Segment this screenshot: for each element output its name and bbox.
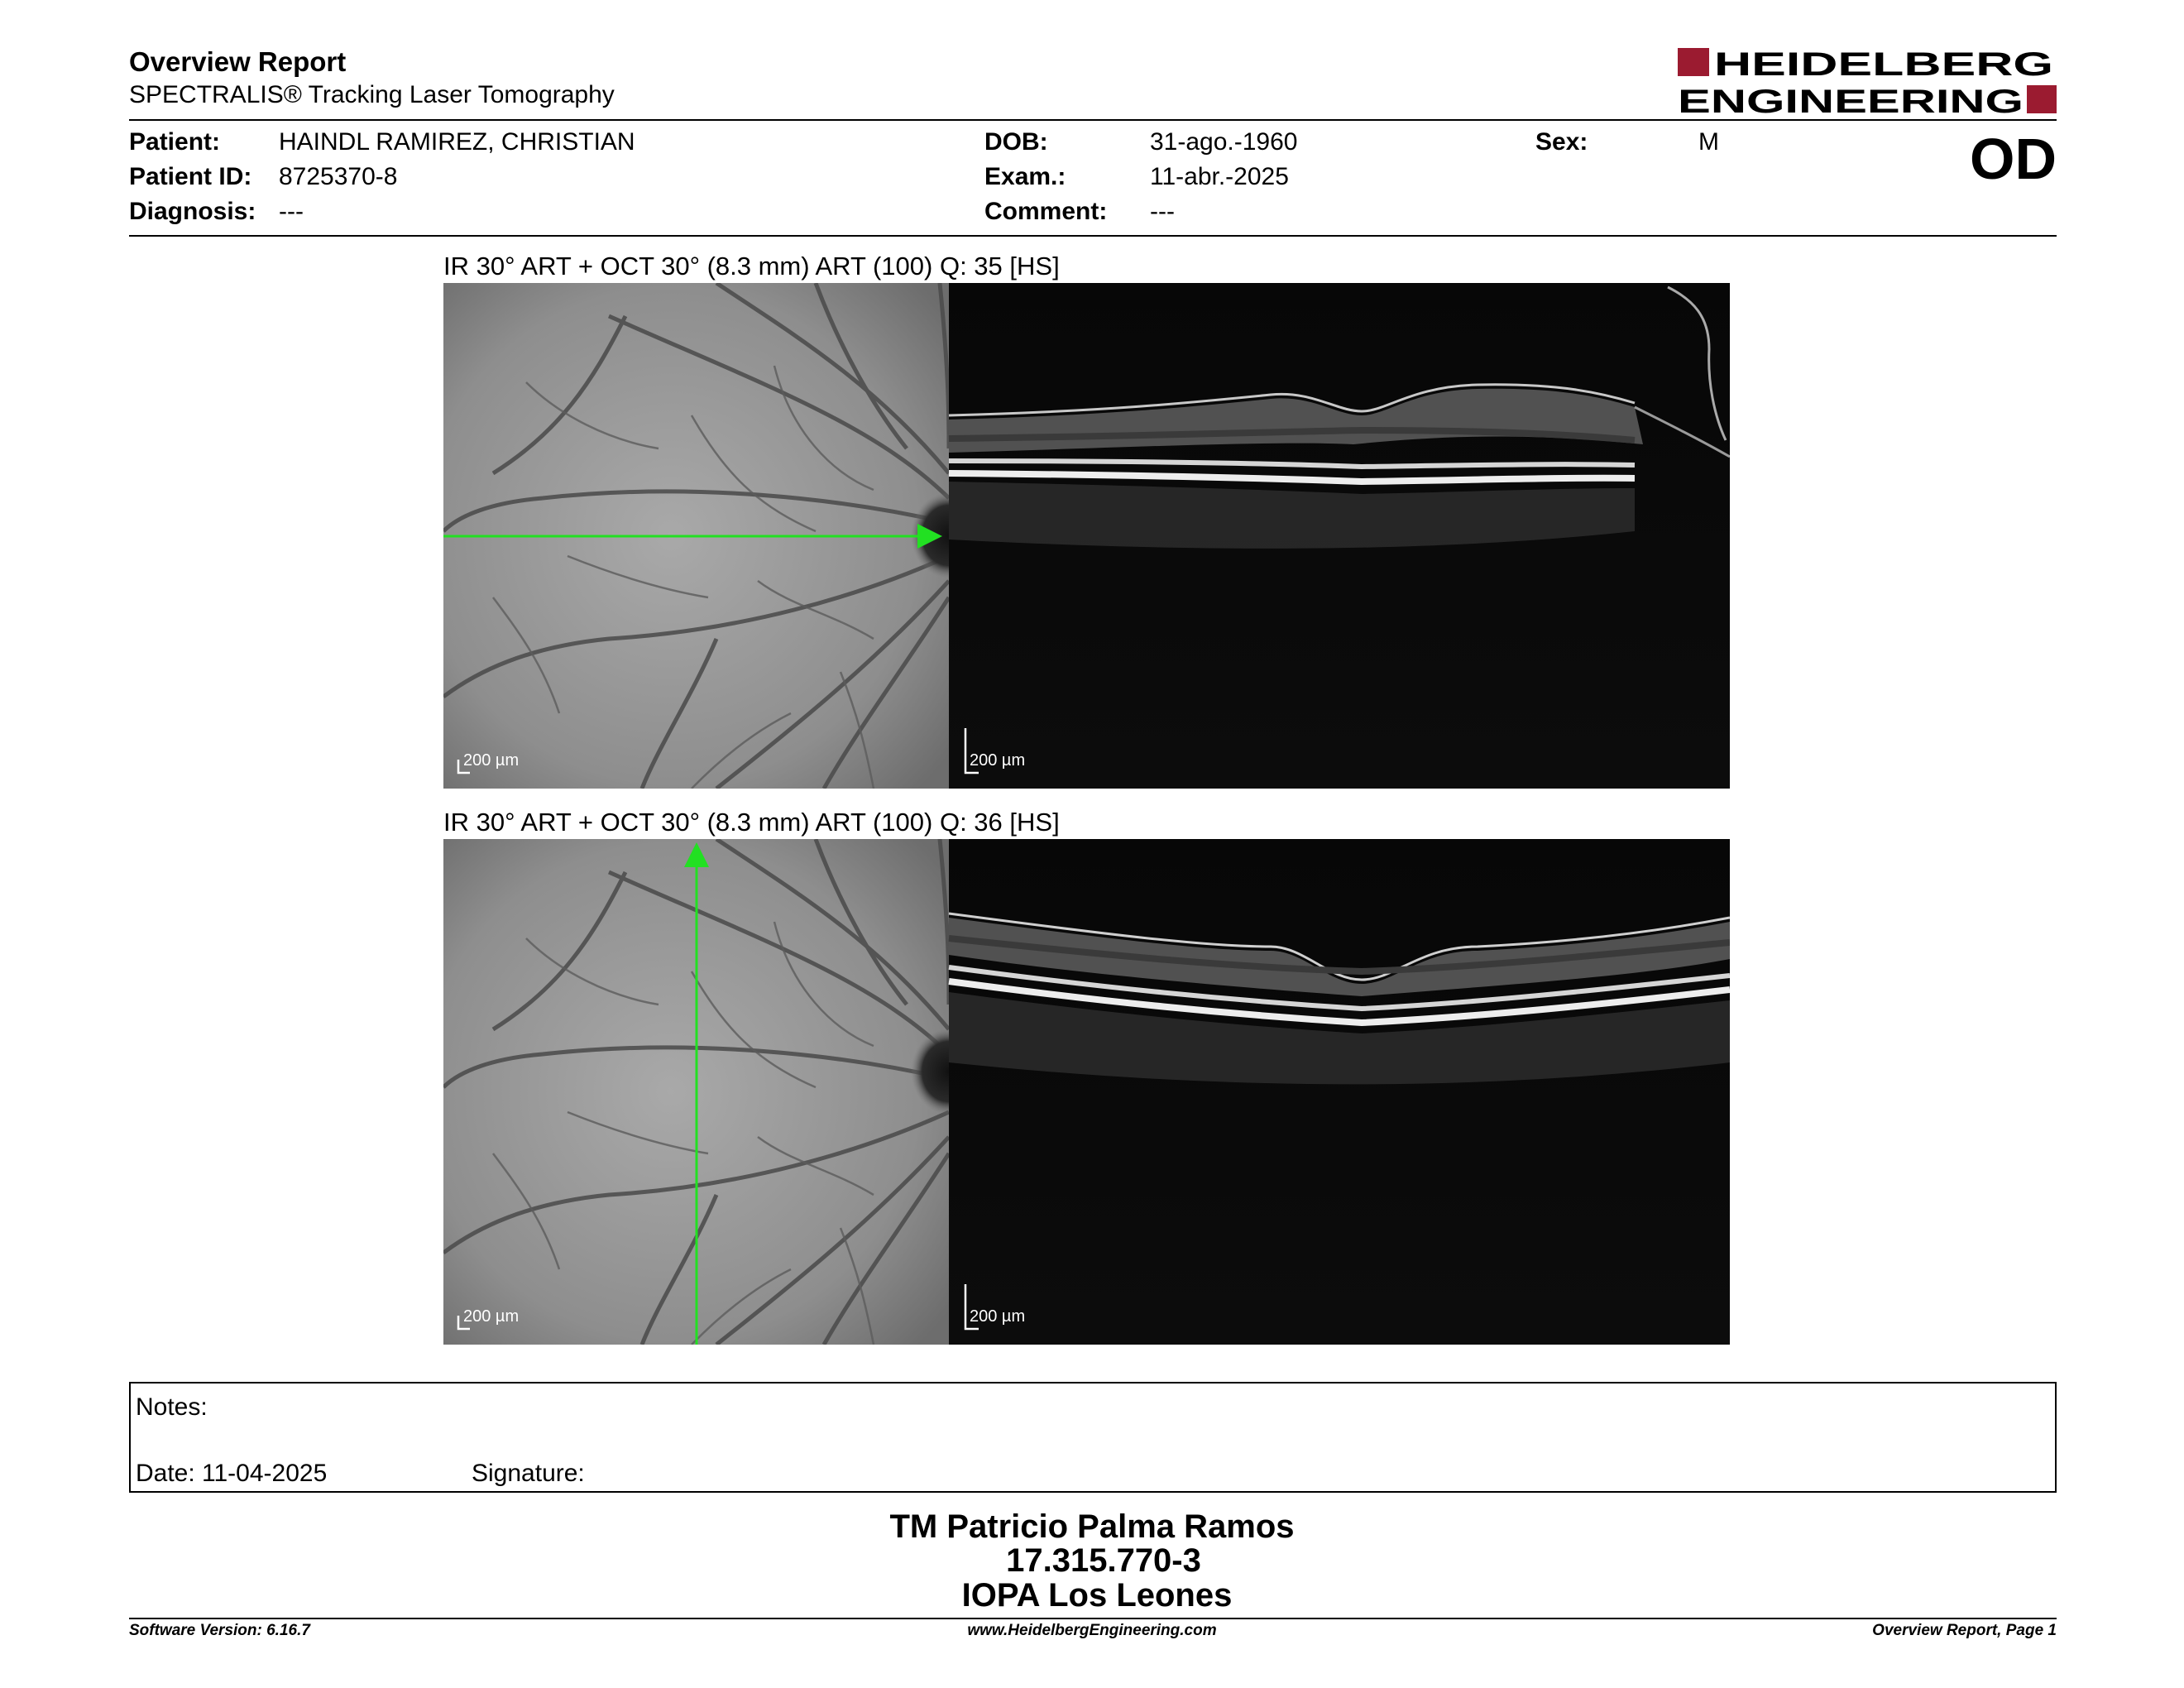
header-rule	[129, 119, 2057, 121]
info-rule	[129, 235, 2057, 237]
scan-2-title: IR 30° ART + OCT 30° (8.3 mm) ART (100) Q: 36 [HS]	[443, 808, 1060, 837]
signer-org: IOPA Los Leones	[961, 1577, 1233, 1614]
notes-box	[129, 1382, 2057, 1493]
signature-label: Signature:	[472, 1460, 585, 1487]
comment-label: Comment:	[984, 198, 1108, 225]
sex-value: M	[1698, 128, 1719, 156]
scan-1-panel	[443, 283, 1730, 789]
oct-bscan-1	[949, 283, 1730, 789]
oct-scale-label-2: 200 µm	[970, 1307, 1026, 1326]
notes-date: Date: 11-04-2025	[136, 1460, 328, 1487]
scan-1-title: IR 30° ART + OCT 30° (8.3 mm) ART (100) Q: 35 [HS]	[443, 252, 1060, 281]
patient-id-label: Patient ID:	[129, 163, 252, 190]
diagnosis-label: Diagnosis:	[129, 198, 256, 225]
exam-value: 11-abr.-2025	[1150, 163, 1289, 190]
report-title: Overview Report	[129, 46, 347, 77]
dob-value: 31-ago.-1960	[1150, 128, 1298, 156]
patient-value: HAINDL RAMIREZ, CHRISTIAN	[279, 128, 635, 156]
dob-label: DOB:	[984, 128, 1048, 156]
footer-rule	[129, 1618, 2057, 1619]
exam-label: Exam.:	[984, 163, 1066, 190]
oct-scale-label-1: 200 µm	[970, 751, 1026, 770]
scan-2-panel	[443, 839, 1730, 1345]
patient-id-value: 8725370-8	[279, 163, 398, 190]
logo-line1: HEIDELBERG	[1714, 46, 2053, 83]
signer-name: TM Patricio Palma Ramos	[889, 1508, 1295, 1545]
oct-bscan-2	[949, 839, 1730, 1345]
patient-label: Patient:	[129, 128, 221, 156]
ir-fundus-image-2	[443, 839, 987, 1345]
logo-line2: ENGINEERING	[1678, 84, 2024, 117]
signer-rut: 17.315.770-3	[1006, 1542, 1201, 1579]
heidelberg-logo	[1678, 45, 2057, 117]
eye-indicator: OD	[1970, 127, 2057, 191]
diagnosis-value: ---	[279, 198, 304, 225]
ir-scale-label-1: 200 µm	[463, 751, 520, 770]
sex-label: Sex:	[1535, 128, 1588, 156]
comment-value: ---	[1150, 198, 1175, 225]
page-label: Overview Report, Page 1	[1872, 1622, 2057, 1639]
website-link[interactable]: www.HeidelbergEngineering.com	[967, 1622, 1217, 1639]
report-subtitle: SPECTRALIS® Tracking Laser Tomography	[129, 81, 615, 108]
ir-scale-label-2: 200 µm	[463, 1307, 520, 1326]
software-version: Software Version: 6.16.7	[129, 1622, 310, 1639]
notes-label: Notes:	[136, 1393, 208, 1421]
